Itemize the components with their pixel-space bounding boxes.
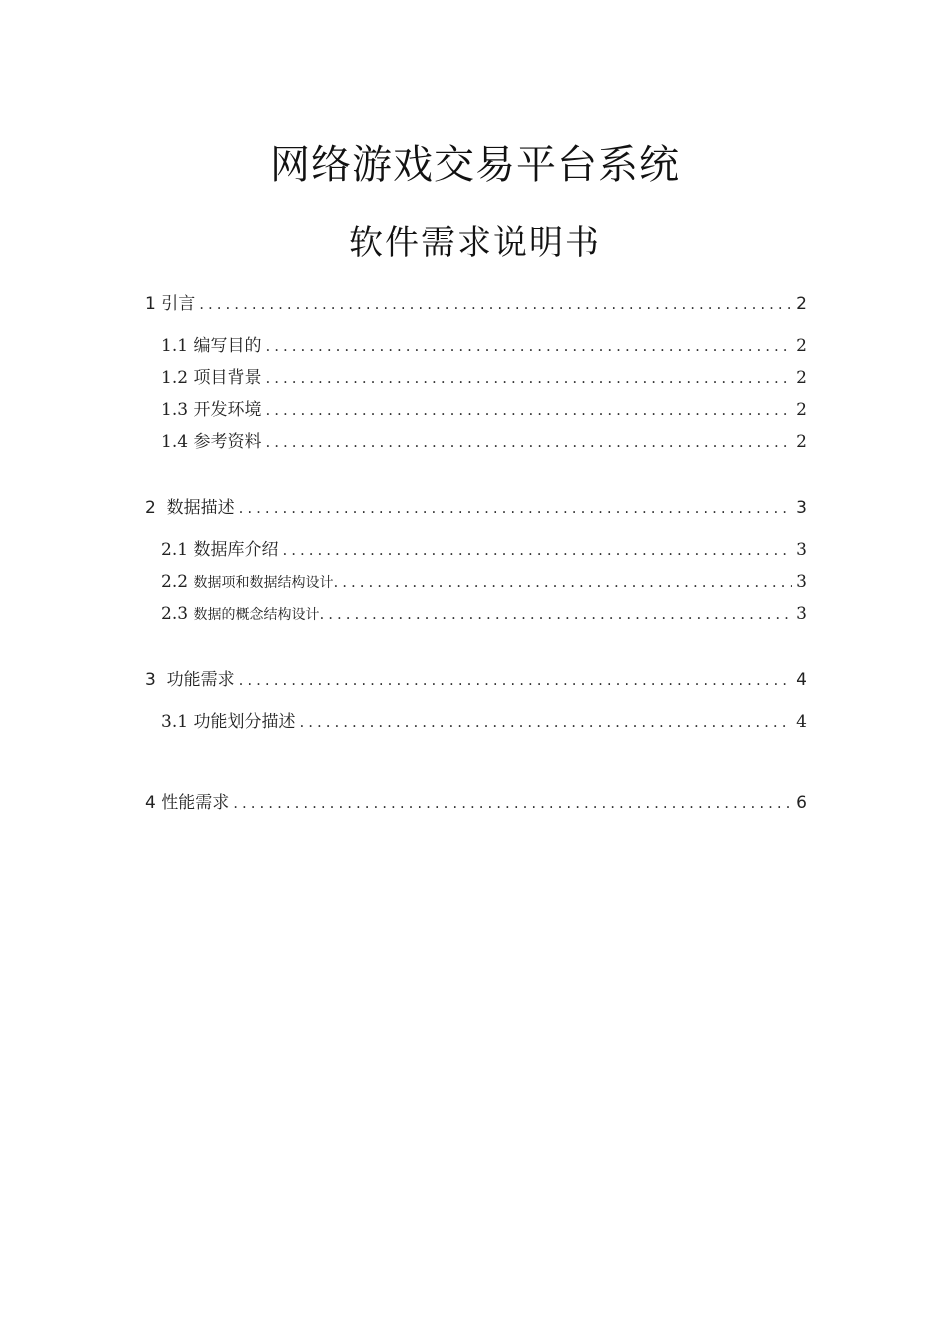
toc-leader-dots <box>199 291 792 317</box>
toc-leader-dots <box>282 537 792 563</box>
toc-entry-number: 2.3 <box>161 604 189 624</box>
toc-entry-2-2[interactable] <box>161 569 807 595</box>
toc-entry-label: 1.3 开发环境 <box>161 400 262 420</box>
toc-entry-page-number: 2 <box>796 400 807 420</box>
toc-entry-page-number: 3 <box>796 498 807 518</box>
toc-entry-page-number: 2 <box>796 294 807 314</box>
toc-entry-page-number: 3 <box>796 572 807 592</box>
toc-entry-section-1[interactable] <box>145 291 807 317</box>
toc-entry-page-number: 3 <box>796 540 807 560</box>
toc-entry-label <box>161 569 333 596</box>
toc-entry-2-3[interactable] <box>161 601 807 627</box>
toc-entry-label: 3 功能需求 <box>145 670 235 690</box>
document-title: 网络游戏交易平台系统 <box>270 142 680 188</box>
toc-entry-label: 1 引言 <box>145 294 196 314</box>
toc-entry-label: 2 数据描述 <box>145 498 235 518</box>
toc-entry-page-number: 2 <box>796 432 807 452</box>
toc-entry-page-number: 3 <box>796 604 807 624</box>
toc-leader-dots <box>239 495 793 521</box>
toc-entry-label: 1.2 项目背景 <box>161 368 262 388</box>
toc-entry-page-number: 4 <box>796 712 807 732</box>
toc-entry-1-3[interactable] <box>161 397 807 423</box>
toc-leader-dots <box>265 429 792 455</box>
toc-leader-dots <box>333 569 792 595</box>
toc-entry-1-4[interactable] <box>161 429 807 455</box>
toc-entry-page-number: 6 <box>796 793 807 813</box>
toc-entry-section-2[interactable] <box>145 495 807 521</box>
toc-entry-3-1[interactable] <box>161 709 807 735</box>
toc-entry-number: 2.2 <box>161 572 189 592</box>
toc-leader-dots <box>319 601 792 627</box>
toc-entry-page-number: 4 <box>796 670 807 690</box>
toc-entry-text: 数据的概念结构设计 <box>193 607 320 623</box>
toc-leader-dots <box>299 709 792 735</box>
toc-leader-dots <box>265 333 792 359</box>
document-subtitle: 软件需求说明书 <box>349 223 601 263</box>
toc-entry-label: 1.4 参考资料 <box>161 432 262 452</box>
toc-entry-label: 2.1 数据库介绍 <box>161 540 279 560</box>
toc-entry-section-3[interactable] <box>145 667 807 693</box>
toc-entry-text: 数据项和数据结构设计 <box>193 575 334 591</box>
toc-leader-dots <box>233 790 792 816</box>
toc-entry-2-1[interactable] <box>161 537 807 563</box>
toc-entry-1-1[interactable] <box>161 333 807 359</box>
toc-leader-dots <box>265 397 792 423</box>
toc-entry-1-2[interactable] <box>161 365 807 391</box>
toc-entry-section-4[interactable] <box>145 790 807 816</box>
toc-entry-label: 3.1 功能划分描述 <box>161 712 296 732</box>
toc-entry-page-number: 2 <box>796 336 807 356</box>
toc-entry-label <box>161 601 319 628</box>
toc-leader-dots <box>239 667 793 693</box>
toc-entry-label: 4 性能需求 <box>145 793 230 813</box>
toc-leader-dots <box>265 365 792 391</box>
toc-entry-page-number: 2 <box>796 368 807 388</box>
toc-entry-label: 1.1 编写目的 <box>161 336 262 356</box>
